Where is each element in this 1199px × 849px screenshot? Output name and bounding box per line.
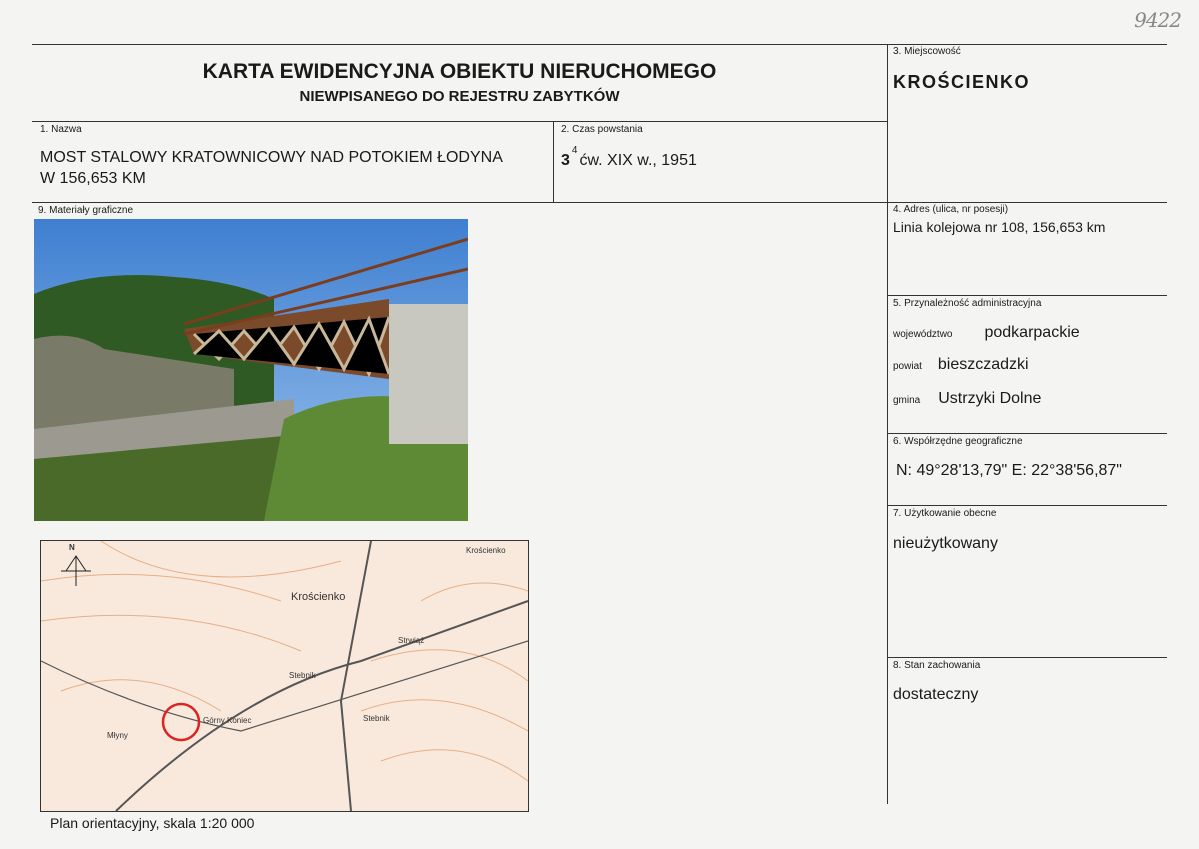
powiat-row (893, 356, 1029, 374)
map-label: Stebnik (363, 714, 390, 723)
powiat-key: powiat (893, 361, 922, 372)
wspolrzedne-value: N: 49°28'13,79" E: 22°38'56,87" (896, 462, 1122, 479)
gmina-value: Ustrzyki Dolne (938, 390, 1042, 407)
nazwa-label: 1. Nazwa (40, 124, 82, 135)
gmina-key: gmina (893, 395, 921, 406)
wojewodztwo-row (893, 324, 1080, 342)
map-label: Górny Koniec (203, 716, 252, 725)
nazwa-value: MOST STALOWY KRATOWNICOWY NAD POTOKIEM ŁODYNA (40, 149, 503, 166)
divider (553, 121, 554, 202)
map-label: Krościenko (291, 591, 346, 603)
wojewodztwo-key: województwo (893, 329, 953, 340)
gmina-row (893, 390, 1041, 408)
map-label: Stebnik (289, 671, 316, 680)
nazwa-value-2: W 156,653 KM (40, 170, 146, 187)
miejscowosc-value: KROŚCIENKO (893, 72, 1031, 92)
uzytkowanie-label: 7. Użytkowanie obecne (893, 508, 997, 519)
map-label: Strwiąż (398, 636, 425, 645)
divider (32, 121, 887, 122)
adres-value: Linia kolejowa nr 108, 156,653 km (893, 219, 1106, 235)
map-label: Krościenko (466, 546, 506, 555)
czas-text: ćw. XIX w., 1951 (579, 152, 697, 169)
stan-value: dostateczny (893, 686, 979, 703)
powiat-value: bieszczadzki (937, 356, 1029, 373)
divider (887, 295, 1167, 296)
divider (887, 657, 1167, 658)
czas-prefix: 3 (561, 152, 570, 169)
divider (887, 505, 1167, 506)
czas-label: 2. Czas powstania (561, 124, 643, 135)
handwritten-catalog-number: 9422 (1134, 8, 1181, 32)
wojewodztwo-value: podkarpackie (984, 324, 1080, 341)
page-title: KARTA EWIDENCYJNA OBIEKTU NIERUCHOMEGO (202, 60, 717, 83)
orientation-map (40, 540, 529, 812)
north-label: N (69, 543, 75, 552)
bridge-photo (34, 219, 468, 521)
map-label: Młyny (107, 731, 128, 740)
page-subtitle: NIEWPISANEGO DO REJESTRU ZABYTKÓW (299, 88, 620, 105)
przynaleznosc-label: 5. Przynależność administracyjna (893, 298, 1042, 309)
divider (32, 202, 1167, 203)
stan-label: 8. Stan zachowania (893, 660, 981, 671)
divider (887, 433, 1167, 434)
czas-correction: 4 (571, 145, 578, 156)
czas-value (561, 145, 697, 170)
map-caption: Plan orientacyjny, skala 1:20 000 (50, 815, 255, 831)
wspolrzedne-label: 6. Współrzędne geograficzne (893, 436, 1023, 447)
uzytkowanie-value: nieużytkowany (893, 535, 998, 552)
divider (887, 44, 888, 804)
miejscowosc-label: 3. Miejscowość (893, 46, 961, 57)
divider (32, 44, 1167, 45)
adres-label: 4. Adres (ulica, nr posesji) (893, 204, 1009, 215)
materialy-label: 9. Materiały graficzne (38, 205, 134, 216)
